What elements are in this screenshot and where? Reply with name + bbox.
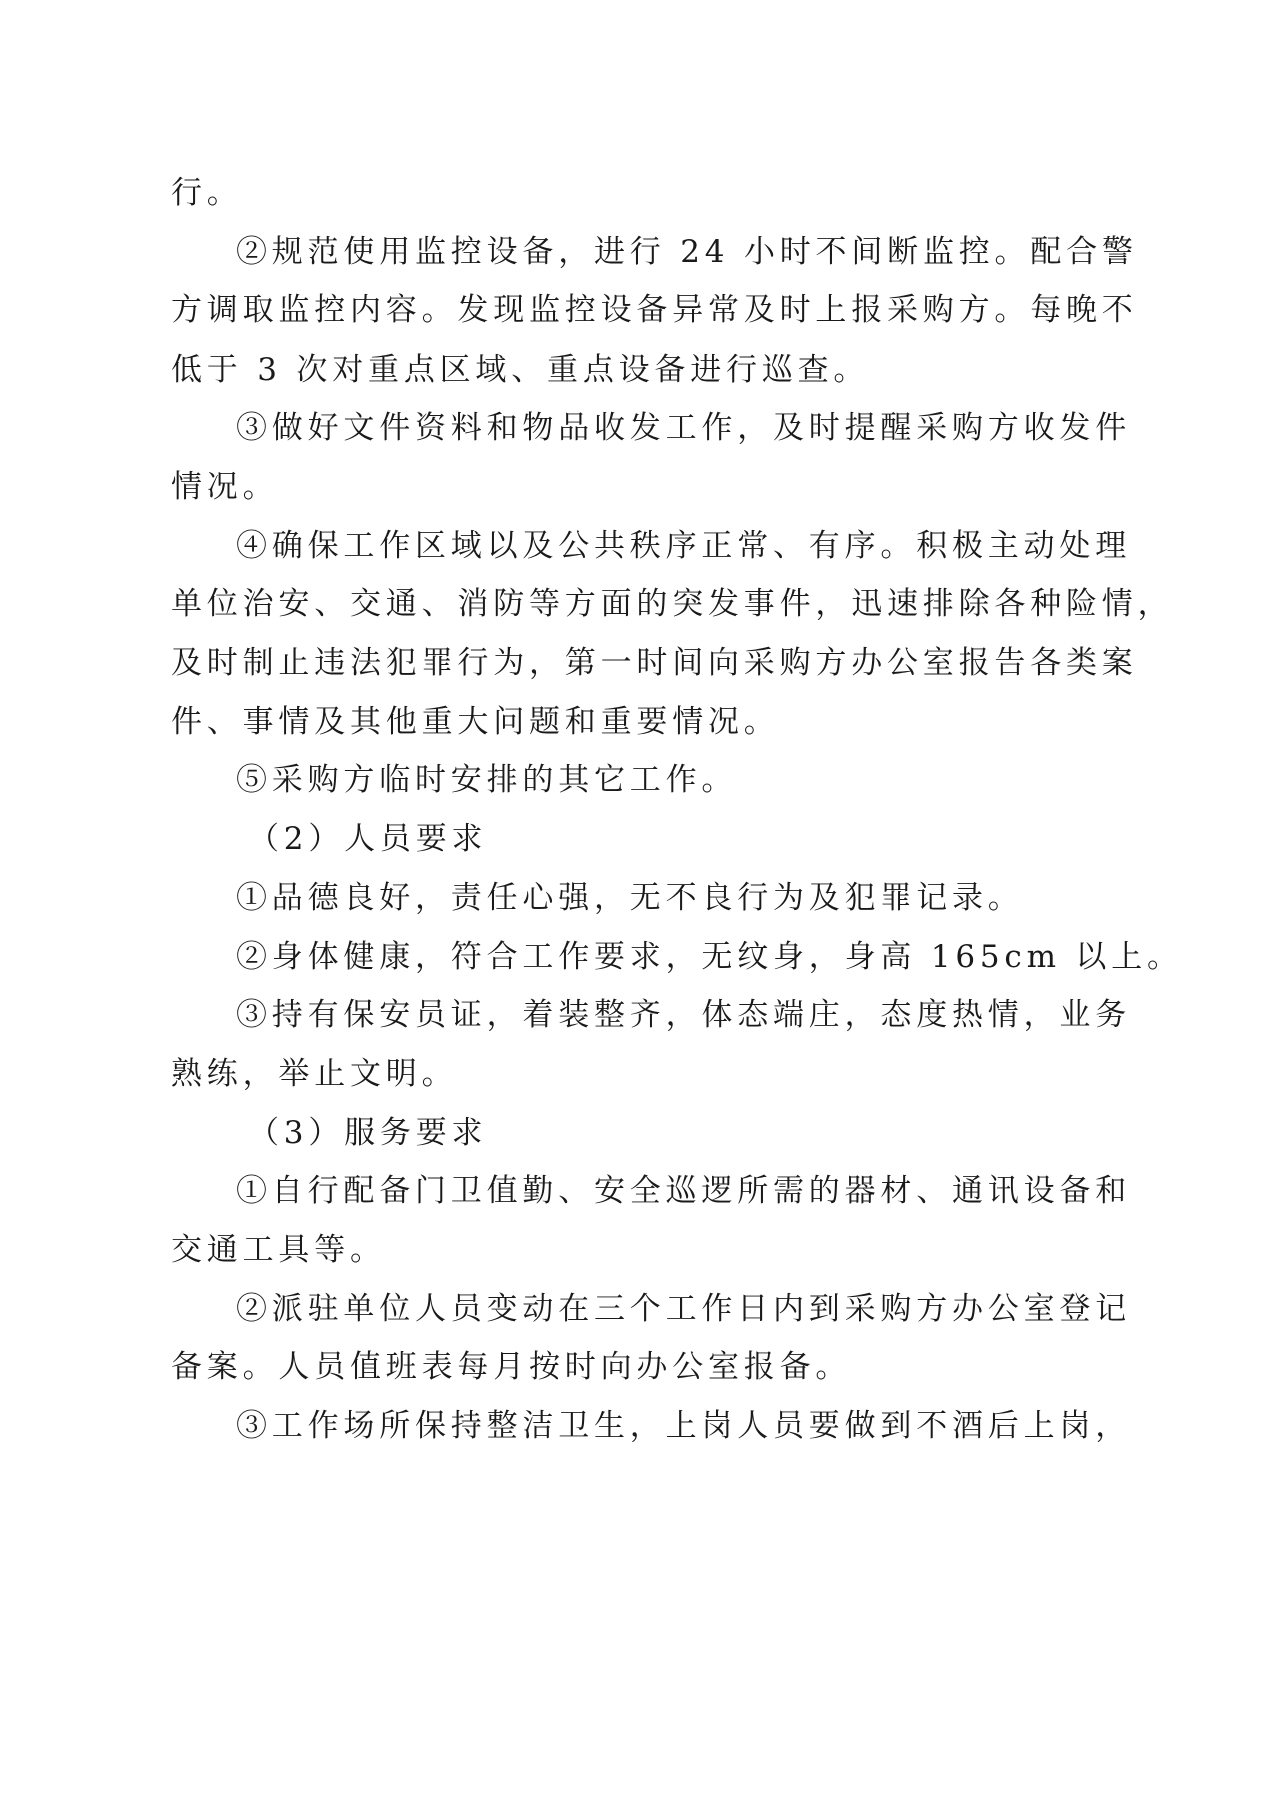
text-line: ①品德良好，责任心强，无不良行为及犯罪记录。: [236, 880, 1024, 916]
text-line: ④确保工作区域以及公共秩序正常、有序。积极主动处理: [236, 528, 1131, 564]
text-line: 行。: [171, 175, 243, 211]
text-line: 情况。: [171, 469, 279, 505]
text-line: ③持有保安员证，着装整齐，体态端庄，态度热情，业务: [236, 997, 1131, 1033]
text-line: ③工作场所保持整洁卫生，上岗人员要做到不酒后上岗，: [236, 1408, 1131, 1444]
text-line: 熟练，举止文明。: [171, 1056, 458, 1092]
text-line: 件、事情及其他重大问题和重要情况。: [171, 704, 780, 740]
text-line: ②身体健康，符合工作要求，无纹身，身高 165cm 以上。: [236, 939, 1183, 975]
text-line: ①自行配备门卫值勤、安全巡逻所需的器材、通讯设备和: [236, 1173, 1131, 1209]
text-line: ③做好文件资料和物品收发工作，及时提醒采购方收发件: [236, 410, 1131, 446]
text-line: 备案。人员值班表每月按时向办公室报备。: [171, 1349, 852, 1385]
section-heading: （2）人员要求: [248, 821, 488, 857]
text-line: ⑤采购方临时安排的其它工作。: [236, 762, 738, 798]
text-line: ②派驻单位人员变动在三个工作日内到采购方办公室登记: [236, 1291, 1131, 1327]
text-line: 单位治安、交通、消防等方面的突发事件，迅速排除各种险情，: [171, 586, 1174, 622]
text-line: 及时制止违法犯罪行为，第一时间向采购方办公室报告各类案: [171, 645, 1138, 681]
text-line: ②规范使用监控设备，进行 24 小时不间断监控。配合警: [236, 234, 1138, 270]
text-line: 低于 3 次对重点区域、重点设备进行巡查。: [171, 352, 870, 388]
section-heading: （3）服务要求: [248, 1115, 488, 1151]
text-line: 交通工具等。: [171, 1232, 386, 1268]
text-line: 方调取监控内容。发现监控设备异常及时上报采购方。每晚不: [171, 292, 1138, 328]
